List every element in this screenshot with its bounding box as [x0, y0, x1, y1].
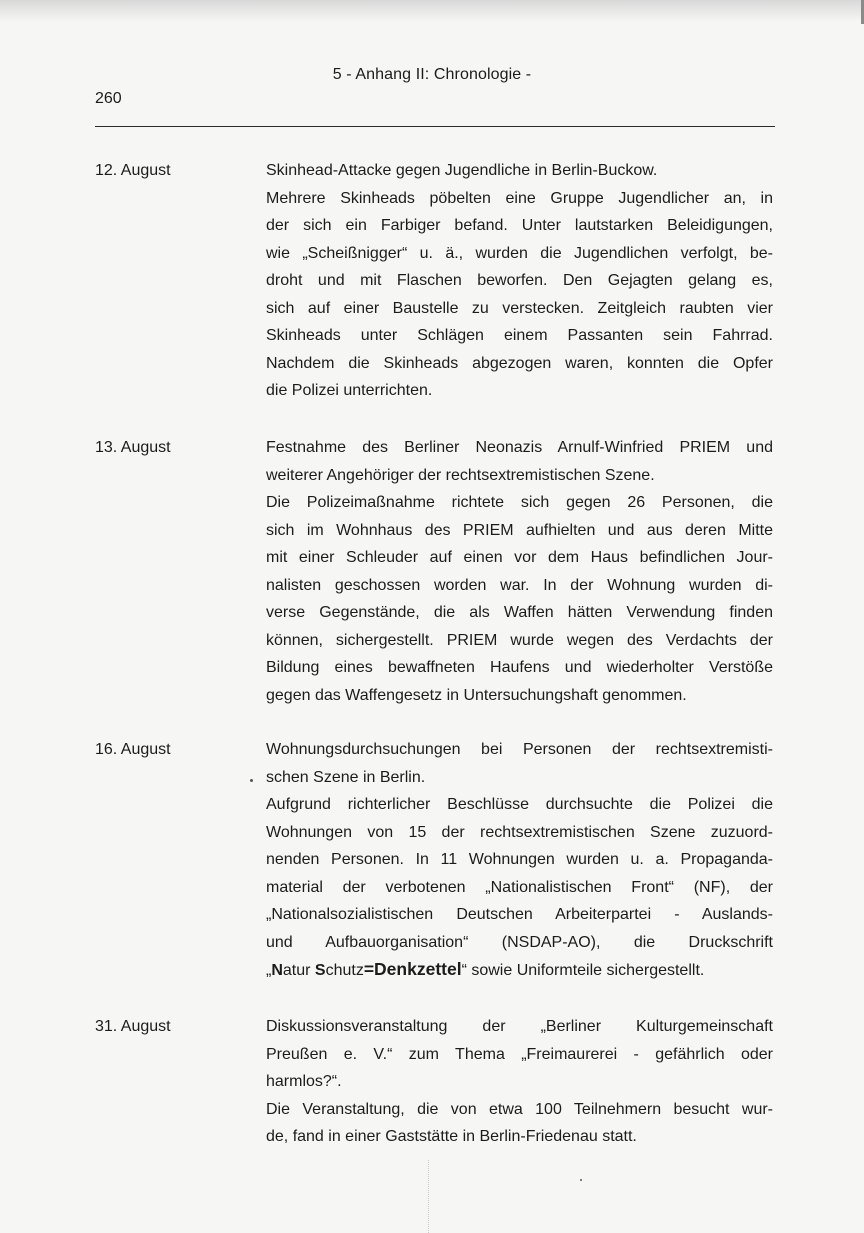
entry-line: verse Gegenstände, die als Waffen hätten Verwendung finden	[266, 604, 773, 621]
entry-line: harmlos?“.	[266, 1073, 342, 1090]
entry-line: Bildung eines bewaffneten Haufens und wiederholter Verstöße	[266, 659, 773, 676]
entry-date: 13. August	[95, 439, 171, 456]
entry-date: 31. August	[95, 1018, 171, 1035]
entry-text	[266, 434, 773, 709]
entry-date: 12. August	[95, 162, 171, 179]
entry-date: 16. August	[95, 741, 171, 758]
entry-line: der sich ein Farbiger befand. Unter lautstarken Beleidigungen,	[266, 217, 773, 234]
entry-line: und Aufbauorganisation“ (NSDAP-AO), die Druckschrift	[266, 933, 773, 951]
running-header-title: 5 - Anhang II: Chronologie -	[332, 66, 532, 83]
entry-line: weiterer Angehöriger der rechtsextremistischen Szene.	[266, 466, 655, 484]
entry-line: sich im Wohnhaus des PRIEM aufhielten und aus deren Mitte	[266, 521, 773, 539]
entry-line: Aufgrund richterlicher Beschlüsse durchsuchte die Polizei die	[266, 796, 773, 813]
entry-line: Preußen e. V.“ zum Thema „Freimaurerei - gefährlich oder	[266, 1045, 773, 1063]
title-part-atur: atur	[282, 962, 315, 979]
scan-speck	[250, 779, 253, 782]
entry-line: gegen das Waffengesetz in Untersuchungshaft genommen.	[266, 686, 687, 704]
entry-line: Wohnungsdurchsuchungen bei Personen der rechtsextremisti-	[266, 741, 773, 758]
entry-line: de, fand in einer Gaststätte in Berlin-Friedenau statt.	[266, 1128, 637, 1145]
entry-line: nalisten geschossen worden war. In der Wohnung wurden di-	[266, 576, 773, 594]
entry-line: schen Szene in Berlin.	[266, 768, 426, 786]
entry-line: nenden Personen. In 11 Wohnungen wurden u. a. Propaganda-	[266, 851, 773, 868]
entry-text	[266, 736, 773, 985]
entry-line: Nachdem die Skinheads abgezogen waren, konnten die Opfer	[266, 354, 773, 372]
entry-line: können, sichergestellt. PRIEM wurde wegen des Verdachts der	[266, 631, 773, 649]
entry-line: „Nationalsozialistischen Deutschen Arbeiterpartei - Auslands-	[266, 906, 773, 923]
entry-line: Festnahme des Berliner Neonazis Arnulf-Winfried PRIEM und	[266, 439, 773, 456]
header-divider	[95, 126, 775, 127]
page-number: 260	[95, 90, 122, 107]
title-initial-n: N	[271, 962, 283, 979]
line-rest: “ sowie Uniformteile sichergestellt.	[461, 962, 705, 979]
entry-line: droht und mit Flaschen beworfen. Den Gejagten gelang es,	[266, 272, 773, 289]
entry-line: material der verbotenen „Nationalistischen Front“ (NF), der	[266, 878, 773, 896]
entry-line: mit einer Schleuder auf einen vor dem Haus befindlichen Jour-	[266, 549, 773, 566]
entry-line: Skinheads unter Schlägen einem Passanten sein Fahrrad.	[266, 327, 773, 344]
title-part-chutz: chutz	[325, 962, 364, 979]
entry-line: Skinhead-Attacke gegen Jugendliche in Berlin-Buckow.	[266, 162, 658, 179]
scan-speck	[580, 1179, 582, 1181]
entry-text	[266, 1013, 773, 1151]
entry-text	[266, 157, 773, 405]
entry-line: wie „Scheißnigger“ u. ä., wurden die Jugendlichen verfolgt, be-	[266, 244, 773, 262]
entry-line: sich auf einer Baustelle zu verstecken. Zeitgleich raubten vier	[266, 299, 773, 317]
entry-line: Diskussionsveranstaltung der „Berliner Kulturgemeinschaft	[266, 1018, 773, 1035]
entry-line: Wohnungen von 15 der rechtsextremistischen Szene zuzuord-	[266, 823, 773, 841]
entry-line: die Polizei unterrichten.	[266, 382, 433, 399]
scan-fold-line	[428, 1160, 429, 1233]
entry-line: Mehrere Skinheads pöbelten eine Gruppe Jugendlicher an, in	[266, 189, 773, 207]
entry-line-publication	[266, 956, 773, 985]
entry-line: Die Polizeimaßnahme richtete sich gegen 26 Personen, die	[266, 494, 773, 511]
entry-line: Die Veranstaltung, die von etwa 100 Teilnehmern besucht wur-	[266, 1100, 773, 1118]
title-part-denkzettel: =Denkzettel	[363, 959, 462, 979]
title-initial-s: S	[314, 962, 326, 979]
quote-open: „	[266, 962, 272, 979]
scan-shadow-top	[0, 0, 864, 22]
